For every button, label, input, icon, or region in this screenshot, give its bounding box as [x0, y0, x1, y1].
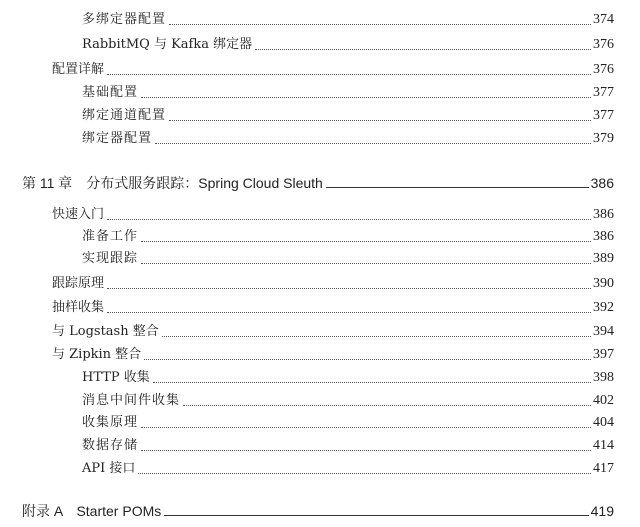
toc-entry-title: 多绑定器配置: [82, 12, 167, 27]
dot-leader: [153, 382, 591, 383]
toc-page-number: 398: [593, 370, 614, 385]
toc-entry[interactable]: [52, 276, 614, 292]
toc-page-number: 374: [593, 12, 614, 27]
toc-page-number: 394: [593, 324, 614, 339]
toc-entry-title: 基础配置: [82, 85, 139, 100]
appendix-title: 附录 A Starter POMs: [22, 503, 162, 519]
toc-entry-title: RabbitMQ 与 Kafka 绑定器: [82, 37, 253, 52]
dot-leader: [169, 24, 591, 25]
dot-leader: [141, 450, 591, 451]
dot-leader: [138, 473, 591, 474]
toc-entry-title: 与 Logstash 整合: [52, 324, 159, 339]
dot-leader: [107, 288, 591, 289]
solid-leader: [326, 187, 589, 188]
toc-page-number: 389: [593, 251, 614, 266]
toc-page-number: 414: [593, 438, 614, 453]
dot-leader: [107, 312, 591, 313]
toc-entry-title: 配置详解: [52, 62, 105, 77]
toc-entry-title: 跟踪原理: [52, 276, 105, 291]
toc-entry-title: 实现跟踪: [82, 251, 139, 266]
dot-leader: [141, 97, 591, 98]
dot-leader: [141, 241, 591, 242]
toc-entry-title: API 接口: [82, 461, 136, 476]
toc-entry-title: 准备工作: [82, 229, 139, 244]
toc-page-number: 379: [593, 131, 614, 146]
dot-leader: [162, 336, 591, 337]
toc-entry[interactable]: [82, 438, 614, 454]
chapter-title: 第 11 章 分布式服务跟踪：Spring Cloud Sleuth: [22, 175, 323, 191]
toc-page-number: 392: [593, 300, 614, 315]
toc-entry[interactable]: [52, 62, 614, 78]
toc-entry-title: 与 Zipkin 整合: [52, 347, 142, 362]
dot-leader: [141, 263, 591, 264]
solid-leader: [164, 515, 588, 516]
toc-entry-title: HTTP 收集: [82, 370, 150, 385]
appendix-heading[interactable]: [22, 503, 614, 519]
dot-leader: [169, 120, 591, 121]
toc-entry[interactable]: [52, 324, 614, 340]
dot-leader: [183, 405, 591, 406]
toc-entry-title: 绑定通道配置: [82, 108, 167, 123]
dot-leader: [107, 74, 591, 75]
toc-page-number: 377: [593, 108, 614, 123]
toc-entry[interactable]: [82, 393, 614, 409]
toc-page-number: 404: [593, 415, 614, 430]
toc-entry[interactable]: [82, 251, 614, 267]
dot-leader: [144, 359, 591, 360]
toc-entry[interactable]: [52, 207, 614, 223]
toc-entry-title: 快速入门: [52, 207, 105, 222]
dot-leader: [155, 143, 591, 144]
toc-entry[interactable]: [82, 415, 614, 431]
toc-page-number: 417: [593, 461, 614, 476]
toc-entry[interactable]: [82, 108, 614, 124]
toc-entry[interactable]: [82, 229, 614, 245]
chapter-heading[interactable]: [22, 175, 614, 191]
toc-page-number: 397: [593, 347, 614, 362]
toc-page-number: 386: [593, 207, 614, 222]
toc-entry[interactable]: [82, 85, 614, 101]
toc-entry[interactable]: [82, 12, 614, 28]
toc-page-number: 419: [590, 503, 614, 519]
toc-entry-title: 数据存储: [82, 438, 139, 453]
toc-entry-title: 消息中间件收集: [82, 393, 181, 408]
toc-entry[interactable]: [52, 347, 614, 363]
toc-page-number: 386: [590, 175, 614, 191]
dot-leader: [255, 49, 591, 50]
toc-page-number: 376: [593, 37, 614, 52]
toc-page-number: 390: [593, 276, 614, 291]
toc-page-number: 376: [593, 62, 614, 77]
toc-entry[interactable]: [82, 37, 614, 53]
toc-entry-title: 收集原理: [82, 415, 139, 430]
dot-leader: [107, 219, 591, 220]
toc-entry[interactable]: [82, 461, 614, 477]
toc-entry-title: 绑定器配置: [82, 131, 153, 146]
dot-leader: [141, 427, 591, 428]
toc-page-number: 386: [593, 229, 614, 244]
toc-entry[interactable]: [82, 370, 614, 386]
toc-entry-title: 抽样收集: [52, 300, 105, 315]
toc-page-number: 377: [593, 85, 614, 100]
toc-entry[interactable]: [82, 131, 614, 147]
toc-entry[interactable]: [52, 300, 614, 316]
toc-page-number: 402: [593, 393, 614, 408]
